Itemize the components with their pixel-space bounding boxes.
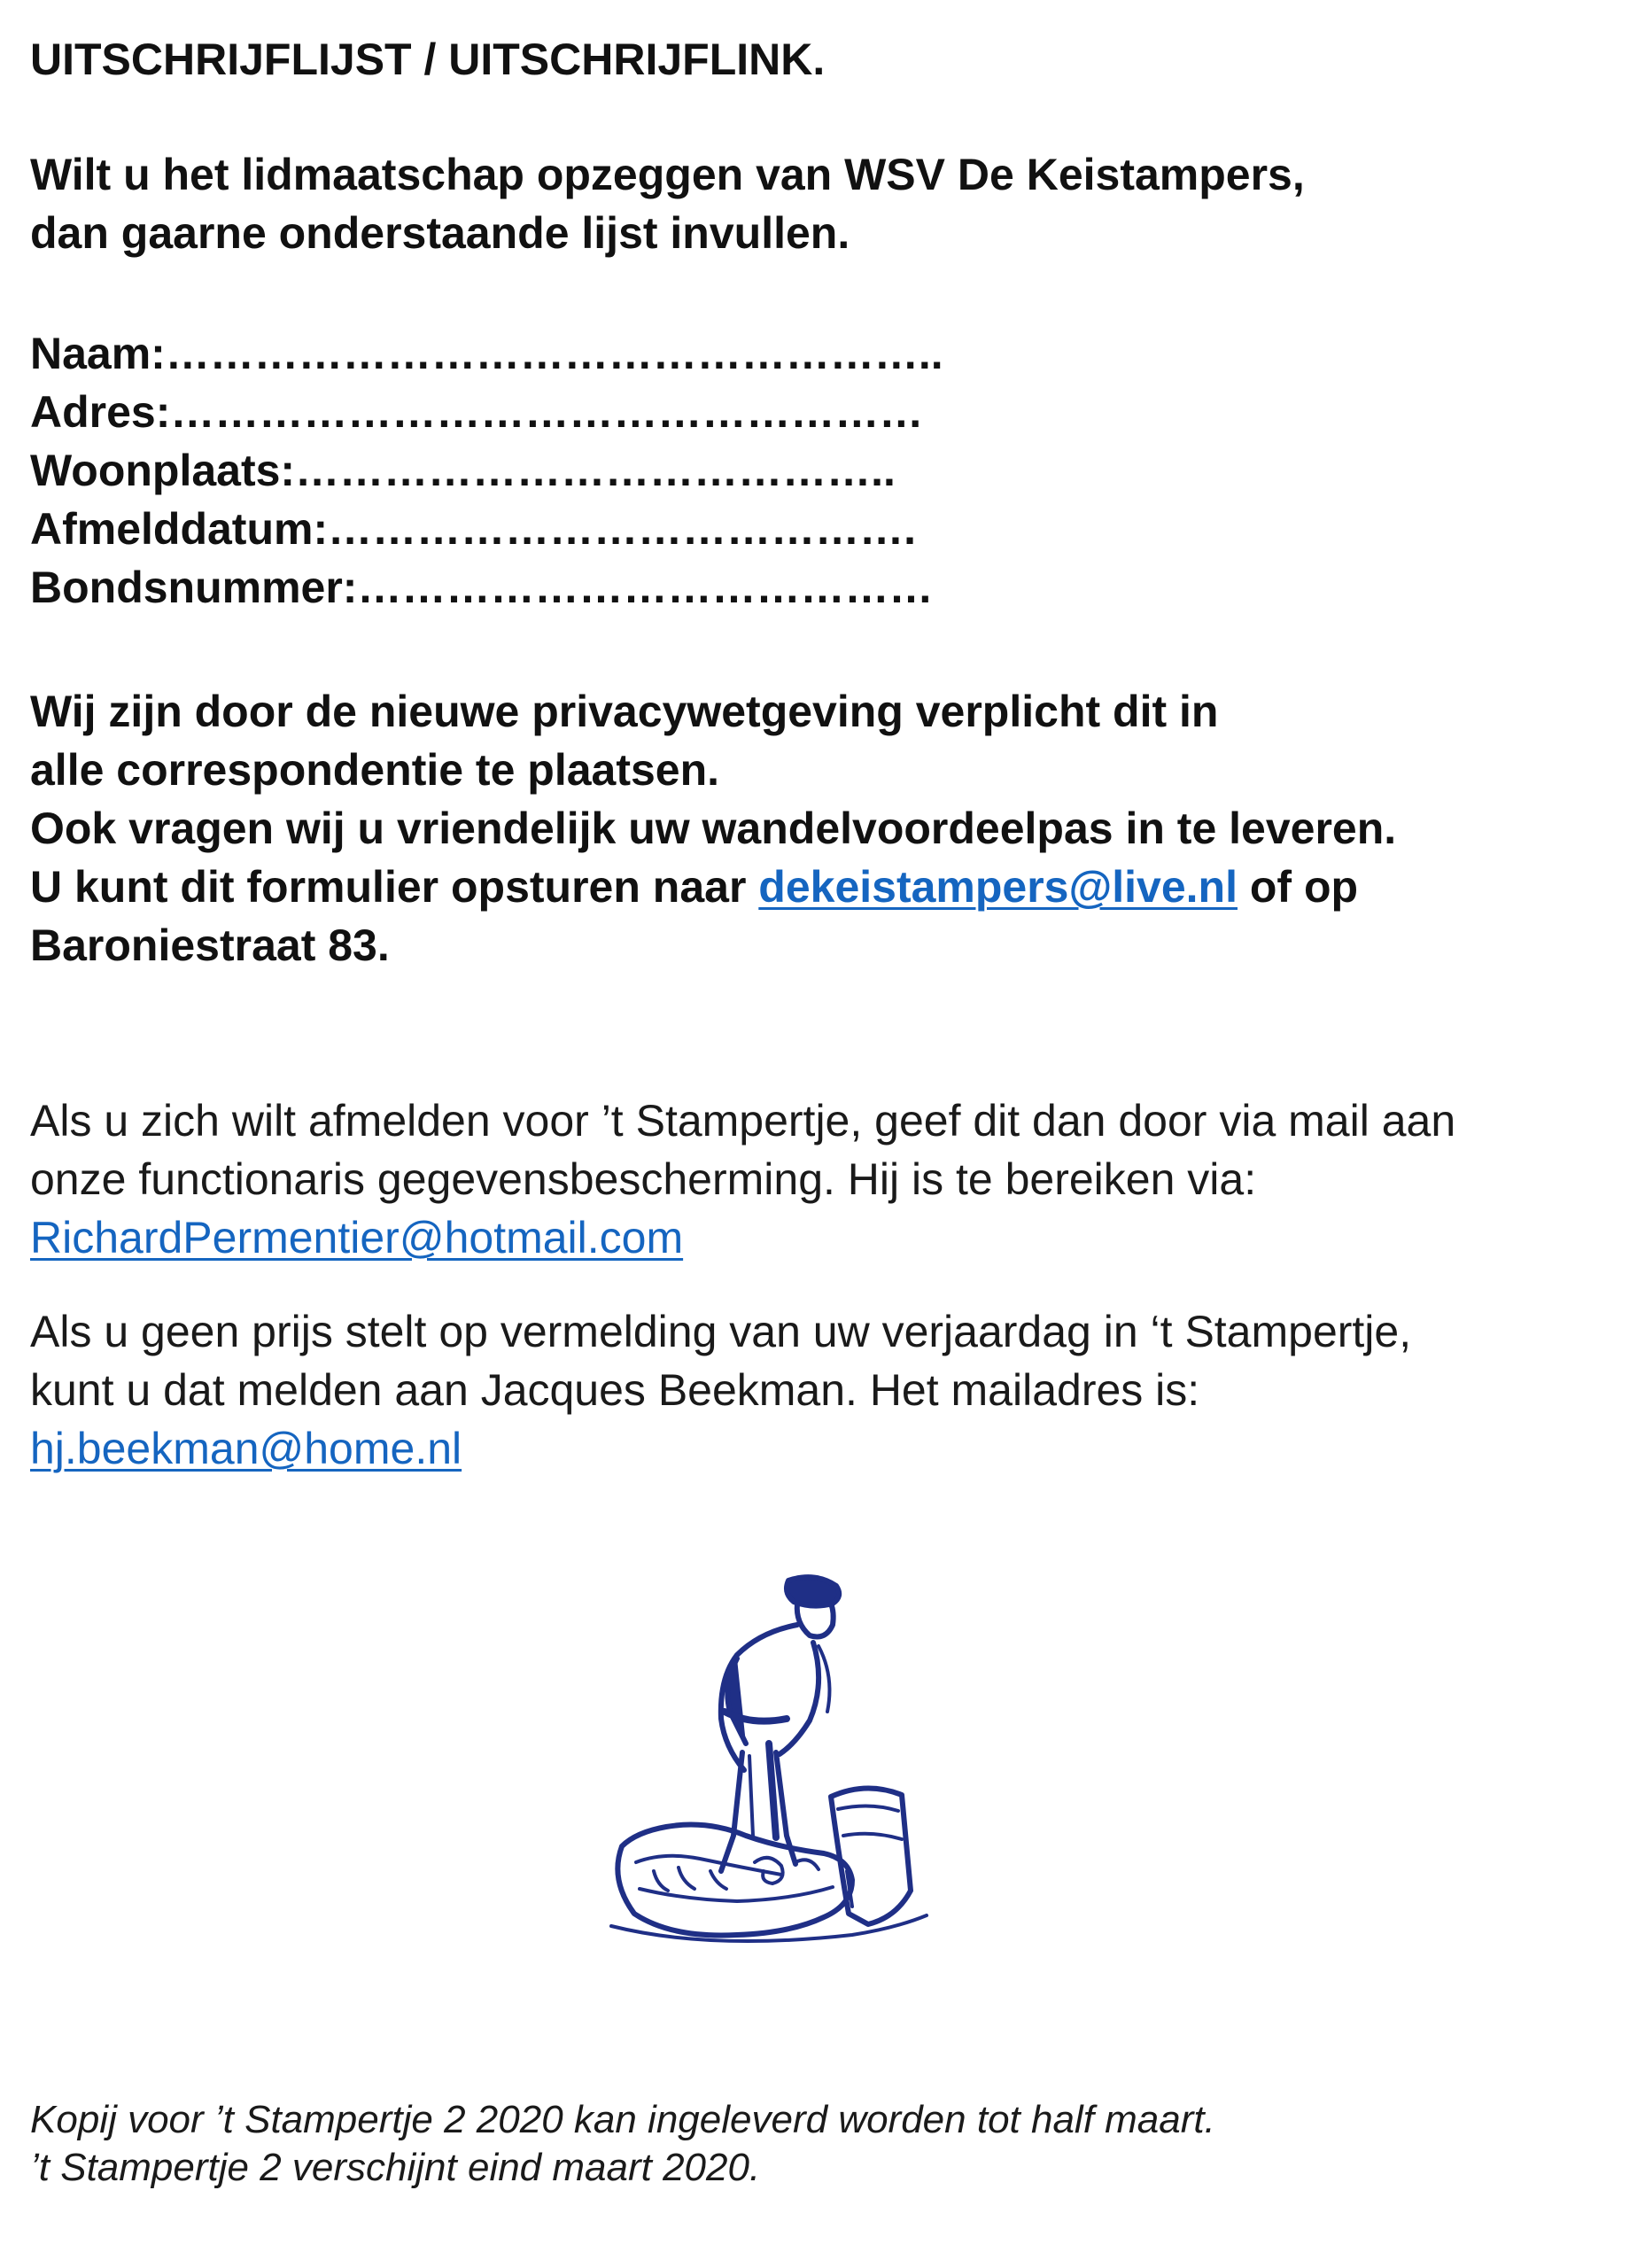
intro-line-2: dan gaarne onderstaande lijst invullen. — [30, 208, 850, 258]
intro-line-1: Wilt u het lidmaatschap opzeggen van WSV De Keistampers, — [30, 150, 1305, 199]
title-text: UITSCHRIJFLIJST / UITSCHRIJFLINK. — [30, 35, 826, 84]
afmelden-line-1: Als u zich wilt afmelden voor ’t Stampertje, geef dit dan door via mail aan — [30, 1096, 1456, 1146]
privacy-line-4 — [30, 858, 1396, 916]
footer-line-2: ’t Stampertje 2 verschijnt eind maart 2020. — [30, 2146, 761, 2189]
verjaardag-paragraph — [30, 1302, 1411, 1478]
verjaardag-line-2: kunt u dat melden aan Jacques Beekman. Het mailadres is: — [30, 1365, 1200, 1415]
footer-note — [30, 2096, 1215, 2192]
verjaardag-line-1: Als u geen prijs stelt op vermelding van uw verjaardag in ‘t Stampertje, — [30, 1307, 1412, 1356]
privacy-line-5: Baroniestraat 83. — [30, 920, 390, 970]
keistamper-logo — [586, 1570, 957, 1967]
field-woonplaats: Woonplaats:………………………………….. — [30, 446, 896, 495]
privacy-line-4-after: of op — [1237, 862, 1359, 912]
field-afmelddatum: Afmelddatum:…………………………………. — [30, 504, 916, 554]
privacy-paragraph — [30, 682, 1396, 975]
field-bondsnummer: Bondsnummer:………………………………… — [30, 563, 934, 612]
privacy-line-4-before: U kunt dit formulier opsturen naar — [30, 862, 759, 912]
field-naam: Naam:…………………………………………….. — [30, 329, 943, 378]
privacy-line-3: Ook vragen wij u vriendelijk uw wandelvoordeelpas in te leveren. — [30, 804, 1397, 853]
intro-paragraph — [30, 145, 1305, 262]
afmelden-link-line — [30, 1208, 1455, 1267]
privacy-line-2: alle correspondentie te plaatsen. — [30, 745, 720, 795]
verjaardag-link-line — [30, 1419, 1411, 1478]
privacy-line-1: Wij zijn door de nieuwe privacywetgeving verplicht dit in — [30, 687, 1219, 736]
afmelden-paragraph — [30, 1091, 1455, 1267]
email-link-permentier[interactable]: RichardPermentier@hotmail.com — [30, 1213, 684, 1262]
field-adres: Adres:…………………………………………… — [30, 387, 924, 437]
email-link-keistampers[interactable]: dekeistampers@live.nl — [758, 862, 1238, 912]
footer-line-1: Kopij voor ’t Stampertje 2 2020 kan ingeleverd worden tot half maart. — [30, 2098, 1215, 2141]
logo-figure-icon — [611, 1577, 927, 1941]
document-title — [30, 30, 825, 89]
form-fields — [30, 324, 943, 617]
email-link-beekman[interactable]: hj.beekman@home.nl — [30, 1424, 462, 1473]
afmelden-line-2: onze functionaris gegevensbescherming. Hij is te bereiken via: — [30, 1154, 1257, 1204]
